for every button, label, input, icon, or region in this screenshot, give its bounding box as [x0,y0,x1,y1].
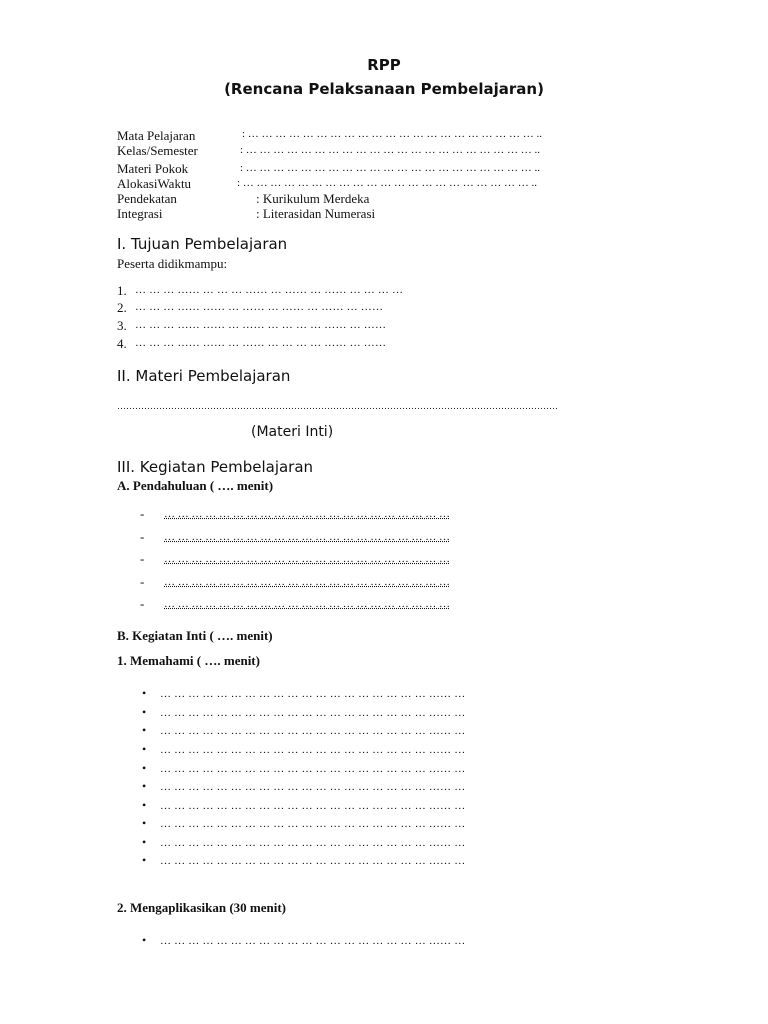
memahami-item: … … … … … … … … … … … … … … … … … … … …… … [160,763,466,775]
bullet-dot: • [142,835,147,849]
info-value-materi-pokok: : … … … … … … … … … … … … … … … … … … … … … .. [240,162,541,174]
tujuan-item-text: … … … …… …… … …… … … … … …… … …… [135,319,387,331]
info-value-mata-pelajaran: : … … … … … … … … … … … … … … … … … … … … … .. [242,128,543,140]
tujuan-item-text: … … … …… …… … …… … … … … …… … …… [135,337,387,349]
bullet-dash: - [140,506,145,521]
kegiatan-inti-title: B. Kegiatan Inti ( …. menit) [117,628,273,643]
memahami-item: … … … … … … … … … … … … … … … … … … … …… … [160,744,466,756]
section-heading-materi: II. Materi Pembelajaran [117,367,291,385]
bullet-dash: - [140,529,145,544]
memahami-item: … … … … … … … … … … … … … … … … … … … …… … [160,688,466,700]
bullet-dot: • [142,798,147,812]
memahami-item: … … … … … … … … … … … … … … … … … … … …… … [160,707,466,719]
tujuan-item-num: 1. [117,283,127,298]
memahami-item: … … … … … … … … … … … … … … … … … … … …… … [160,725,466,737]
info-label-pendekatan: Pendekatan [117,191,177,206]
tujuan-item-text: … … … …… … … … …… … …… … …… … … … … [135,284,404,296]
pendahuluan-item: … … … … … … … … … … … … … … … … … … … … … [164,598,450,610]
bullet-dot: • [142,779,147,793]
bullet-dot: • [142,705,147,719]
bullet-dot: • [142,742,147,756]
bullet-dot: • [142,853,147,867]
bullet-dash: - [140,551,145,566]
document-title: RPP [367,56,401,74]
tujuan-intro: Peserta didikmampu: [117,256,228,271]
memahami-item: … … … … … … … … … … … … … … … … … … … …… … [160,800,466,812]
memahami-item: … … … … … … … … … … … … … … … … … … … …… … [160,855,466,867]
materi-inti-label: (Materi Inti) [251,424,334,440]
bullet-dot: • [142,816,147,830]
section-heading-kegiatan: III. Kegiatan Pembelajaran [117,458,314,476]
tujuan-item-num: 3. [117,318,127,333]
mengaplikasikan-item: … … … … … … … … … … … … … … … … … … … …… … [160,935,466,947]
memahami-item: … … … … … … … … … … … … … … … … … … … …… … [160,818,466,830]
info-label-integrasi: Integrasi [117,206,163,221]
info-value-pendekatan: : Kurikulum Merdeka [256,191,370,206]
info-value-kelas-semester: : … … … … … … … … … … … … … … … … … … … … … .. [240,144,541,156]
bullet-dot: • [142,761,147,775]
materi-dotted-line: ………………………………………………………………………………………………………………………………… [117,401,558,411]
tujuan-item-num: 2. [117,300,127,315]
memahami-item: … … … … … … … … … … … … … … … … … … … …… … [160,837,466,849]
pendahuluan-title: A. Pendahuluan ( …. menit) [117,478,274,493]
info-label-alokasi-waktu: AlokasiWaktu [117,176,192,191]
tujuan-item-text: … … … …… …… … …… … …… … …… … …… [135,301,384,313]
tujuan-item-num: 4. [117,336,127,351]
info-label-materi-pokok: Materi Pokok [117,161,189,176]
memahami-item: … … … … … … … … … … … … … … … … … … … …… … [160,781,466,793]
bullet-dot: • [142,933,147,947]
pendahuluan-item: … … … … … … … … … … … … … … … … … … … … … [164,508,450,520]
bullet-dot: • [142,686,147,700]
info-label-mata-pelajaran: Mata Pelajaran [117,128,196,143]
bullet-dash: - [140,574,145,589]
section-heading-tujuan: I. Tujuan Pembelajaran [117,235,288,253]
mengaplikasikan-title: 2. Mengaplikasikan (30 menit) [117,900,287,915]
pendahuluan-item: … … … … … … … … … … … … … … … … … … … … … [164,576,450,588]
document-subtitle: (Rencana Pelaksanaan Pembelajaran) [224,80,544,98]
bullet-dot: • [142,723,147,737]
pendahuluan-item: … … … … … … … … … … … … … … … … … … … … … [164,553,450,565]
pendahuluan-item: … … … … … … … … … … … … … … … … … … … … … [164,531,450,543]
info-label-kelas-semester: Kelas/Semester [117,143,198,158]
info-value-integrasi: : Literasidan Numerasi [256,206,376,221]
bullet-dash: - [140,596,145,611]
memahami-title: 1. Memahami ( …. menit) [117,653,260,668]
info-value-alokasi-waktu: : … … … … … … … … … … … … … … … … … … … … … .. [237,177,538,189]
